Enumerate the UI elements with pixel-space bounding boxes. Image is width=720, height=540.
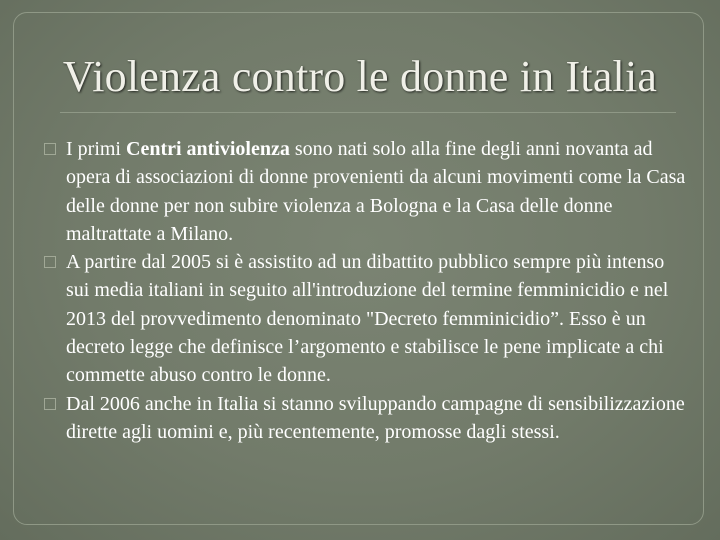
- bullet-item-campagne-sensibilizzazione: [66, 390, 686, 447]
- title-divider: [60, 112, 676, 113]
- bullet-item-decreto-femminicidio: [66, 248, 686, 389]
- bullet-1-lead: I primi: [66, 138, 126, 160]
- bullet-square-icon: [44, 398, 56, 410]
- bullet-3-text: Dal 2006 anche in Italia si stanno sviluppando campagne di sensibilizzazione dirette agli uomini e, più recentemente, promosse dagli stessi.: [66, 392, 685, 443]
- bullet-square-icon: [44, 256, 56, 268]
- slide-title: Violenza contro le donne in Italia: [62, 52, 658, 101]
- bullet-1-rest: sono nati solo alla fine degli anni novanta ad opera di associazioni di donne provenienti da alcuni movimenti come la Casa delle donne per non subire violenza a Bologna e la Casa delle donne maltrattate a Milano.: [66, 138, 686, 245]
- bullet-square-icon: [44, 143, 56, 155]
- bullet-list: [66, 135, 686, 446]
- bullet-item-centri-antiviolenza: [66, 135, 686, 248]
- bullet-1-strong-text: Centri antiviolenza: [126, 138, 290, 160]
- bullet-2-text: A partire dal 2005 si è assistito ad un dibattito pubblico sempre più intenso sui media italiani in seguito all'introduzione del termine femminicidio e nel 2013 del provvedimento denominato "Decreto femminicidio”. Esso è un decreto legge che definisce l’argomento e stabilisce le pene implicate a chi commette abuso contro le donne.: [66, 251, 669, 387]
